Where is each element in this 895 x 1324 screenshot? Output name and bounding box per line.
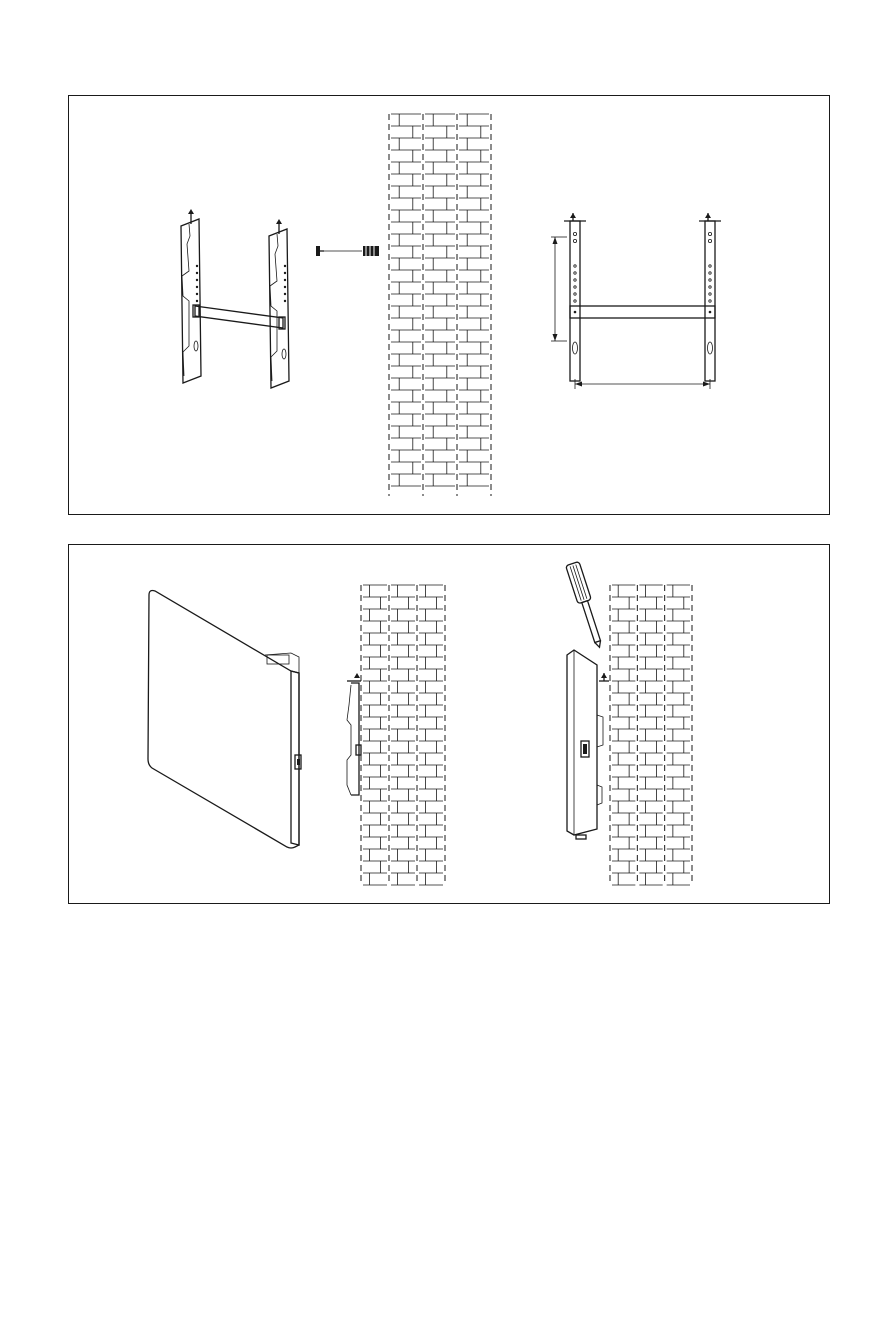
brick-wall-icon bbox=[389, 114, 491, 496]
wall-plug-icon bbox=[363, 246, 379, 256]
screw-icon bbox=[316, 246, 362, 256]
heater-panel-icon bbox=[567, 650, 603, 839]
heater-mounting-panel bbox=[68, 544, 830, 904]
wall-bracket-icon bbox=[599, 673, 609, 681]
wall-bracket-icon bbox=[181, 209, 289, 388]
bracket-assembly-panel bbox=[68, 95, 830, 515]
brick-wall-icon bbox=[610, 585, 692, 885]
bracket-assembly-illustration bbox=[69, 96, 831, 516]
screwdriver-icon bbox=[566, 561, 607, 649]
wall-bracket-icon bbox=[347, 673, 361, 795]
wall-bracket-icon bbox=[564, 213, 721, 381]
heater-mounting-illustration bbox=[69, 545, 831, 905]
heater-panel-icon bbox=[148, 591, 301, 849]
brick-wall-icon bbox=[361, 585, 445, 885]
